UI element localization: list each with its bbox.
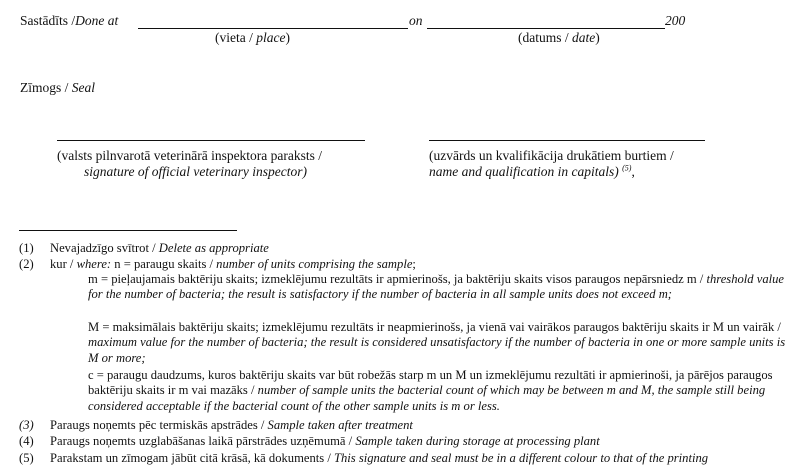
footnote-3 <box>50 418 413 433</box>
footnote-1-lv: Nevajadzīgo svītrot / <box>50 241 156 255</box>
footnote-2-num: (2) <box>19 257 34 271</box>
footnote-2-m-lv: m = pieļaujamais baktēriju skaits; izmeklējumu rezultāts ir apmierinošs, ja baktēriju skaits visos paraugos nepārsniedz m / <box>88 272 704 286</box>
footnote-2-M <box>88 320 796 366</box>
footnote-2-M-en: maximum value for the number of bacteria; the result is considered unsatisfactory if the number of bacteria in one or more sample units is M or more; <box>88 335 786 365</box>
footnote-1-num: (1) <box>19 241 34 255</box>
place-caption-close: ) <box>285 30 290 45</box>
seal-en: Seal <box>71 80 96 95</box>
name-caption-tail: , <box>631 164 635 179</box>
footnote-2-n: n = paraugu skaits / <box>114 257 214 271</box>
on-label: on <box>409 13 423 28</box>
footnote-2-intro <box>50 257 416 272</box>
footnote-5-lv: Parakstam un zīmogam jābūt citā krāsā, kā dokuments / <box>50 451 331 465</box>
footnote-2-m-en: threshold value for the number of bacteria; the result is satisfactory if the number of bacteria in all sample units does not exceed m; <box>88 272 784 302</box>
footnote-2-n-end: ; <box>412 257 416 271</box>
date-caption <box>518 30 600 46</box>
seal-label <box>20 80 95 96</box>
footnote-2-m <box>88 272 796 303</box>
footnote-5-num: (5) <box>19 451 34 465</box>
date-caption-en: date <box>572 30 596 45</box>
name-caption-en <box>429 164 635 180</box>
date-line[interactable] <box>427 28 665 29</box>
place-caption-lv: (vieta / <box>215 30 253 45</box>
done-at-lv: Sastādīts / <box>20 13 76 28</box>
footnote-2-c-lv: c = paraugu daudzums, kuros baktēriju skaits var būt robežās starp m un M un izmeklējumu rezultāti ir apmierinoši, ja pārējos paraugos baktēriju skaits ir m vai mazāks / <box>88 368 773 398</box>
year-prefix: 200 <box>665 13 686 28</box>
footnote-4 <box>50 434 600 449</box>
place-caption <box>215 30 290 46</box>
footnote-2-where: where: <box>76 257 112 271</box>
name-caption-en-text: name and qualification in capitals) <box>429 164 619 179</box>
footnote-4-lv: Paraugs noņemts uzglabāšanas laikā pārstrādes uzņēmumā / <box>50 434 353 448</box>
footnote-1-en: Delete as appropriate <box>158 241 269 255</box>
footnote-2-kur: kur / <box>50 257 74 271</box>
date-caption-lv: (datums / <box>518 30 569 45</box>
footnote-3-en: Sample taken after treatment <box>267 418 413 432</box>
footnote-2-c <box>88 368 796 414</box>
name-caption-lv: (uzvārds un kvalifikācija drukātiem burtiem / <box>429 148 674 163</box>
footnote-2-n-en: number of units comprising the sample <box>216 257 413 271</box>
signature-caption-en: signature of official veterinary inspector) <box>84 164 307 179</box>
done-at-label <box>20 13 118 29</box>
footnote-5-en: This signature and seal must be in a different colour to that of the printing <box>334 451 709 465</box>
footnote-4-num: (4) <box>19 434 34 448</box>
name-line[interactable] <box>429 140 705 141</box>
footnote-3-lv: Paraugs noņemts pēc termiskās apstrādes / <box>50 418 265 432</box>
footnote-3-num: (3) <box>19 418 34 432</box>
footnote-1 <box>50 241 269 256</box>
signature-caption-lv: (valsts pilnvarotā veterinārā inspektora paraksts / <box>57 148 323 163</box>
signature-line[interactable] <box>57 140 365 141</box>
place-line[interactable] <box>138 28 408 29</box>
name-caption-sup: (5) <box>622 163 632 173</box>
footnote-separator <box>19 230 237 231</box>
footnote-2-M-lv: M = maksimālais baktēriju skaits; izmeklējumu rezultāts ir neapmierinošs, ja vienā vai vairākos paraugos baktēriju skaits ir M un vairāk / <box>88 320 781 334</box>
footnote-5 <box>50 451 708 466</box>
footnote-2-c-en: number of sample units the bacterial count of which may be between m and M, the sample still being considered acceptable if the bacterial count of the other sample units is m or less. <box>88 383 766 413</box>
seal-lv: Zīmogs / <box>20 80 69 95</box>
footnote-4-en: Sample taken during storage at processing plant <box>355 434 600 448</box>
date-caption-close: ) <box>595 30 600 45</box>
done-at-en: Done at <box>75 13 119 28</box>
place-caption-en: place <box>256 30 286 45</box>
